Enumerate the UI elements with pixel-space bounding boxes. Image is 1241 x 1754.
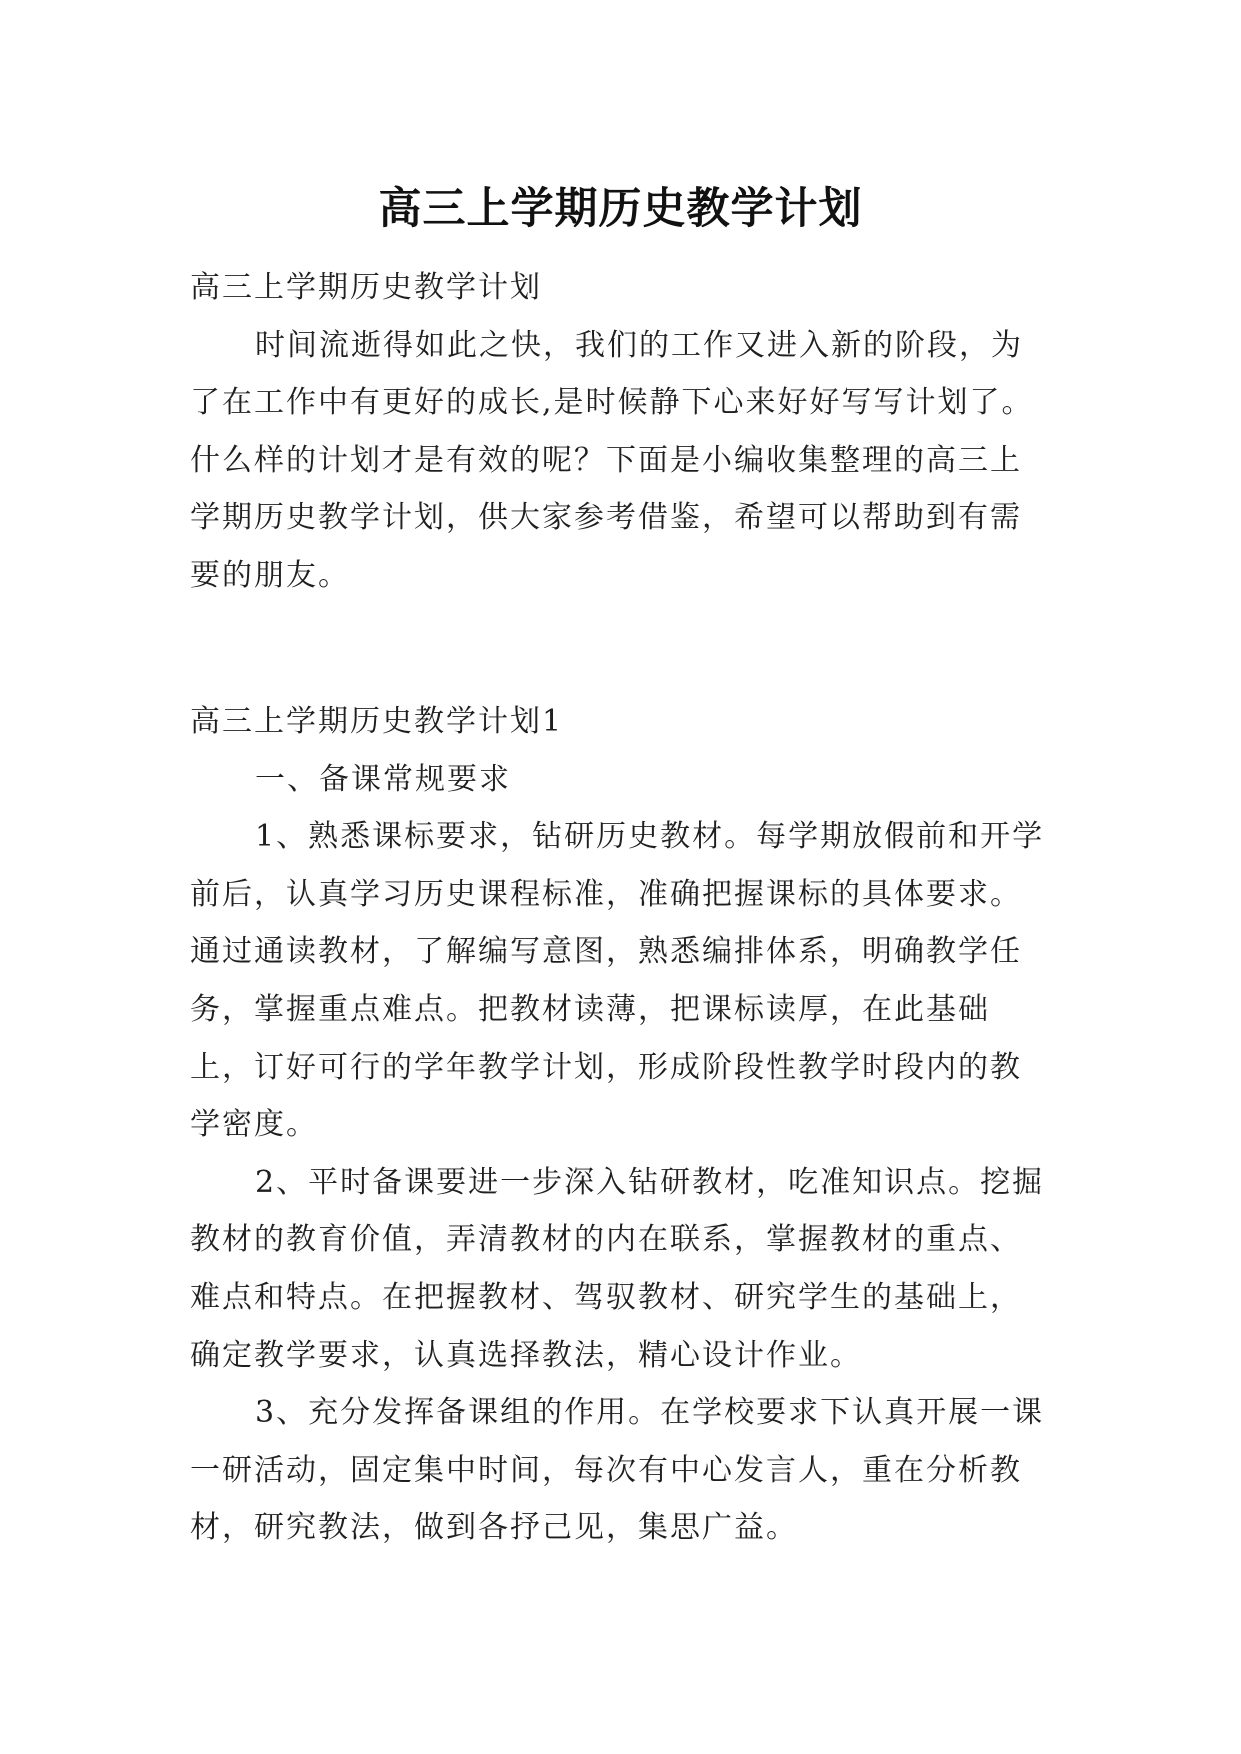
section-heading: 高三上学期历史教学计划1 (190, 704, 564, 739)
paragraph-2: 2、平时备课要进一步深入钻研教材，吃准知识点。挖掘教材的教育价值，弄清教材的内在联系，掌握教材的重点、难点和特点。在把握教材、驾驭教材、研究学生的基础上，确定教学要求，认真选择教法，精心设计作业。 (190, 1164, 1045, 1373)
intro-heading: 高三上学期历史教学计划 (190, 270, 542, 305)
section-1 (190, 693, 1050, 1557)
intro-section (190, 259, 1050, 605)
subsection-heading: 一、备课常规要求 (255, 761, 511, 797)
paragraph-3: 3、充分发挥备课组的作用。在学校要求下认真开展一课一研活动，固定集中时间，每次有中心发言人，重在分析教材，研究教法，做到各抒己见，集思广益。 (190, 1395, 1045, 1546)
intro-paragraph: 时间流逝得如此之快，我们的工作又进入新的阶段，为了在工作中有更好的成长,是时候静下心来好好写写计划了。什么样的计划才是有效的呢？下面是小编收集整理的高三上学期历史教学计划，供大家参考借鉴，希望可以帮助到有需要的朋友。 (190, 327, 1034, 593)
document-title: 高三上学期历史教学计划 (378, 183, 863, 234)
paragraph-1: 1、熟悉课标要求，钻研历史教材。每学期放假前和开学前后，认真学习历史课程标准，准确把握课标的具体要求。通过通读教材，了解编写意图，熟悉编排体系，明确教学任务，掌握重点难点。把教材读薄，把课标读厚，在此基础上，订好可行的学年教学计划，形成阶段性教学时段内的教学密度。 (190, 819, 1045, 1143)
